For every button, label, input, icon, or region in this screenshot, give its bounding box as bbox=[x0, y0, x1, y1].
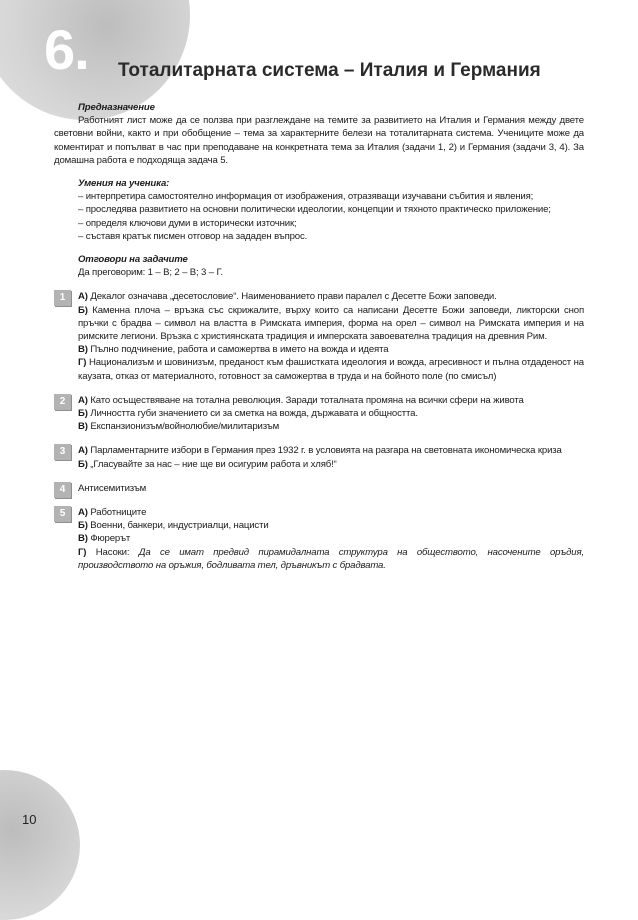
answer-text: „Гласувайте за нас – ние ще ви осигурим работа и хляб!“ bbox=[87, 458, 337, 470]
purpose-text: Работният лист може да се ползва при разглеждане на темите за развитието на Италия и Германия между двете световни войни, както и при обобщение – тема за характерните белези на тоталитарната система. Учениците може да коментират и попълват в час при преподаване на конкретната тема за Италия (задачи 1, 2) и Германия (задачи 3, 4). За домашна работа е подходяща задача 5. bbox=[54, 115, 584, 166]
page-number: 10 bbox=[22, 812, 37, 827]
task-answer bbox=[78, 458, 584, 471]
answer-text: Насоки: bbox=[86, 546, 139, 558]
answer-label: В) bbox=[78, 421, 88, 433]
task-answer bbox=[78, 290, 584, 303]
task-answer bbox=[78, 546, 584, 572]
answer-text: Пълно подчинение, работа и саможертва в името на вожда и идеята bbox=[87, 344, 389, 356]
answer-text: Антисемитизъм bbox=[78, 482, 147, 494]
skills-heading: Умения на ученика: bbox=[78, 178, 170, 190]
answer-guidance-text: Да се имат предвид пирамидалната структура на обществото, насочените оръдия, производството на оръжия, бодливата тел, дръвникът с брадвата. bbox=[78, 546, 584, 571]
answer-label: Б) bbox=[78, 520, 88, 532]
task-answer bbox=[78, 407, 584, 420]
task-1 bbox=[54, 290, 584, 382]
answer-text: Декалог означава „десетословие“. Наименованието прави паралел с Десетте Божи заповеди. bbox=[87, 291, 497, 303]
task-answer bbox=[78, 304, 584, 344]
answer-label: А) bbox=[78, 507, 88, 519]
task-answer bbox=[78, 532, 584, 545]
answers-heading: Отговори на задачите bbox=[78, 254, 188, 266]
page-title: Тоталитарната система – Италия и Германия bbox=[118, 60, 541, 81]
answer-text: Каменна плоча – връзка със скрижалите, върху които са написани Десетте Божи заповеди, ликторски сноп пръчки с брадва – символ на властта в Римската империя, форма на орел – символ на Римската империя и на римските легиони. Връзка с християнската традиция и имперската завоевателна традиция на древния Рим. bbox=[78, 304, 584, 343]
answer-text: Работниците bbox=[87, 507, 147, 519]
footer-decoration-circle bbox=[0, 770, 80, 920]
task-answer bbox=[78, 420, 584, 433]
answer-label: Б) bbox=[78, 408, 88, 420]
skills-item: – проследява развитието на основни политически идеологии, концепции и тяхното практическо приложение; bbox=[78, 204, 551, 216]
answer-label: Г) bbox=[78, 357, 87, 369]
task-5 bbox=[54, 506, 584, 572]
answer-label: Б) bbox=[78, 304, 88, 316]
task-answer bbox=[78, 482, 584, 495]
task-number-badge: 3 bbox=[54, 444, 71, 460]
task-number-badge: 1 bbox=[54, 290, 71, 306]
answer-label: В) bbox=[78, 533, 88, 545]
task-number-badge: 5 bbox=[54, 506, 71, 522]
answer-text: Национализъм и шовинизъм, преданост към фашистката идеология и вожда, агресивност и пълна отдаденост на каузата, отказ от материалното, готовност за саможертва в труда и на бойното поле (по смисъл) bbox=[78, 357, 584, 382]
document-body bbox=[54, 101, 584, 572]
task-4 bbox=[54, 482, 584, 495]
task-answer bbox=[78, 506, 584, 519]
task-2 bbox=[54, 394, 584, 434]
answer-label: В) bbox=[78, 344, 88, 356]
skills-item: – определя ключови думи в исторически източник; bbox=[78, 217, 297, 229]
task-number-badge: 4 bbox=[54, 482, 71, 498]
purpose-heading: Предназначение bbox=[78, 102, 155, 113]
task-answer bbox=[78, 356, 584, 382]
task-answer bbox=[78, 444, 584, 457]
answer-label: А) bbox=[78, 394, 88, 406]
answer-text: Военни, банкери, индустриалци, нацисти bbox=[87, 520, 269, 532]
answer-label: Г) bbox=[78, 546, 87, 558]
answer-label: А) bbox=[78, 291, 88, 303]
task-answer bbox=[78, 519, 584, 532]
answers-review: Да преговорим: 1 – В; 2 – В; 3 – Г. bbox=[78, 267, 223, 279]
answer-label: Б) bbox=[78, 458, 88, 470]
answer-text: Фюрерът bbox=[87, 533, 131, 545]
task-number-badge: 2 bbox=[54, 394, 71, 410]
answer-text: Личността губи значението си за сметка на вожда, държавата и общността. bbox=[87, 408, 418, 420]
answer-text: Като осъществяване на тотална революция. Заради тоталната промяна на всички сфери на живота bbox=[87, 394, 524, 406]
skills-item: – интерпретира самостоятелно информация от изображения, отразяващи изучавани събития и явления; bbox=[78, 191, 534, 203]
chapter-number: 6. bbox=[44, 18, 89, 81]
answer-text: Парламентарните избори в Германия през 1932 г. в условията на разгара на световната икономическа криза bbox=[87, 445, 562, 457]
task-3 bbox=[54, 444, 584, 470]
skills-item: – съставя кратък писмен отговор на зададен въпрос. bbox=[78, 230, 308, 242]
task-answer bbox=[78, 394, 584, 407]
answer-label: А) bbox=[78, 445, 88, 457]
answer-text: Експанзионизъм/войнолюбие/милитаризъм bbox=[87, 421, 280, 433]
task-answer bbox=[78, 343, 584, 356]
